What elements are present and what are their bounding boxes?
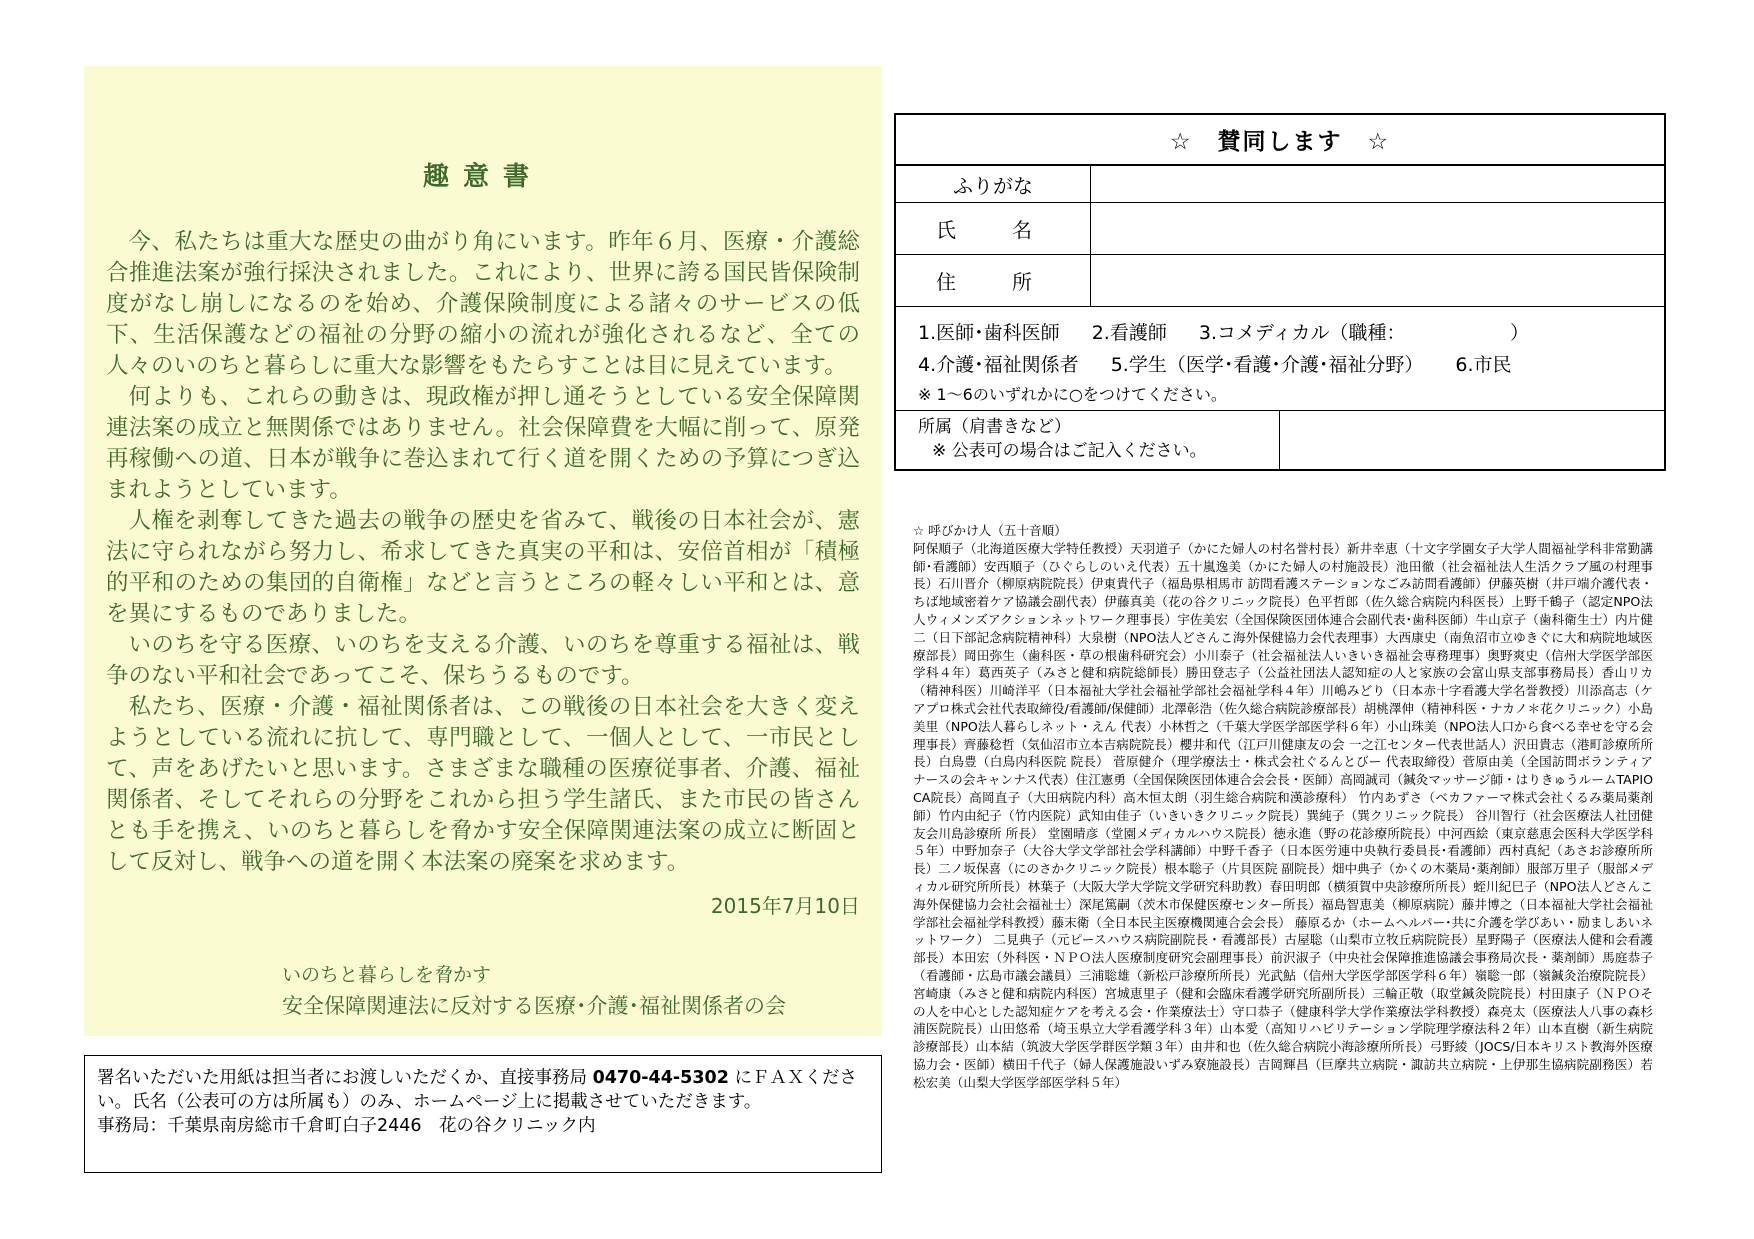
affiliation-label: 所属（肩書きなど） (918, 417, 1071, 437)
name-label: 氏 名 (896, 203, 1091, 254)
occupation-section (896, 307, 1664, 411)
organization-subtitle: いのちと暮らしを脅かす (282, 964, 492, 986)
callers-body: 阿保順子（北海道医療大学特任教授）天羽道子（かにた婦人の村名誉村長）新井幸恵（十文字学園女子大学人間福祉学科非常勤講師･看護師）安西順子（ひぐらしのいえ代表）五十嵐逸美（かにた婦人の村施設長）池田徹（社会福祉法人生活クラブ風の村理事長）石川晋介（柳原病院院長）伊東貴代子（福島県相馬市 訪問看護ステーションなごみ訪問看護師）伊藤英樹（井戸端介護代表・ちば地域密着ケア協議会副代表）伊藤真美（花の谷クリニック院長）色平哲郎（佐久総合病院内科医長）上野千鶴子（認定NPO法人ウィメンズアクションネットワーク理事長）宇佐美宏（全国保険医団体連合会副代表･歯科医師）牛山京子（歯科衛生士）内片健二（日下部記念病院精神科）大泉樹（NPO法人どさんこ海外保健協力会代表理事）大西康史（南魚沼市立ゆきぐに大和病院地域医療部長）岡田弥生（歯科医・草の根歯科研究会）小川泰子（社会福祉法人いきいき福祉会専務理事）奥野爽史（信州大学医学部医学科４年）葛西英子（みさと健和病院総師長）勝田登志子（公益社団法人認知症の人と家族の会富山県支部事務局長）香山リカ（精神科医）川崎洋平（日本福祉大学社会福祉学部社会福祉学科４年）川嶋みどり（日本赤十字看護大学名誉教授）川添高志（ケアプロ株式会社代表取締役/看護師/保健師）北澤彰浩（佐久総合病院診療部長）胡桃澤伸（精神科医・ナカノ＊花クリニック）小島美里（NPO法人暮らしネット・えん 代表）小林哲之（千葉大学医学部医学科６年）小山珠美（NPO法人口から食べる幸せを守る会理事長）齊藤稔哲（気仙沼市立本吉病院院長）櫻井和代（江戸川健康友の会 一之江センター代表世話人）沢田貴志（港町診療所所長）白鳥豊（白鳥内科医院 院長） 菅原健介（理学療法士・株式会社ぐるんとびー 代表取締役）菅原由美（全国訪問ボランティアナースの会キャンナス代表）住江憲勇（全国保険医団体連合会会長・医師）高岡誠司（鍼灸マッサージ師・はりきゅうルームTAPIOCA院長）高岡直子（大田病院内科）高木恒太朗（羽生総合病院和漢診療科） 竹内あずさ（ベカファーマ株式会社くるみ薬局薬剤師）竹内由紀子（竹内医院）武知由佳子（いきいきクリニック院長）巽純子（巽クリニック院長） 谷川智行（社会医療法人社団健友会川島診療所 所長） 堂園晴彦（堂園メディカルハウス院長）徳永進（野の花診療所院長）中河西絵（東京慈恵会医科大学医学科５年）中野加奈子（大谷大学文学部社会学科講師）中野千香子（日本医労連中央執行委員長･看護師）西村真紀（あさお診療所所長）二ノ坂保喜（にのさかクリニック院長）根本聡子（片貝医院 副院長）畑中典子（かくの木薬局･薬剤師）服部万里子（服部メディカル研究所所長）林葉子（大阪大学大学院文学研究科助教）春田明郎（横須賀中央診療所所長）蛭川紀巳子（NPO法人どさんこ海外保健協力会社会福祉士）深尾篤嗣（茨木市保健医療センター所長）福島智恵美（柳原病院）藤井博之（日本福祉大学社会福祉学部社会福祉学科教授）藤末衛（全日本民主医療機関連合会会長） 藤原るか（ホームヘルパー･共に介護を学びあい・励ましあいネットワーク） 二見典子（元ピースハウス病院副院長・看護部長）古屋聡（山梨市立牧丘病院院長）星野陽子（医療法人健和会看護部長）本田宏（外科医・ＮＰＯ法人医療制度研究会副理事長）前沢淑子（中央社会保障推進協議会事務局次長・薬剤師）馬庭恭子（看護師・広島市議会議員）三浦聡雄（新松戸診療所所長）光武鮎（信州大学医学部医学科６年）嶺聡一郎（嶺鍼灸治療院院長）宮崎康（みさと健和病院内科医）宮城恵里子（健和会臨床看護学研究所副所長）三輪正敬（取堂鍼灸院院長）村田康子（ＮＰＯその人を中心とした認知症ケアを考える会・作業療法士）守口恭子（健康科学大学作業療法学科教授）森亮太（医療法人八事の森杉浦医院院長）山田悠希（埼玉県立大学看護学科３年）山本愛（高知リハビリテーション学院理学療法科２年）山本直樹（新生病院診療部長）山本結（筑波大学医学群医学類３年）由井和也（佐久総合病院小海診療所所長）弓野綾（JOCS/日本キリスト教海外医療協力会・医師）横田千代子（婦人保護施設いずみ寮施設長）吉岡輝昌（巨摩共立病院・諏訪共立病院・上伊那生協病院副務医）若松宏美（山梨大学医学部医学科５年） (913, 540, 1654, 1090)
occupation-option-3[interactable]: 3.コメディカル（職種： ） (1198, 322, 1529, 344)
occupation-option-4[interactable]: 4.介護･福祉関係者 (918, 354, 1079, 376)
occupation-option-1[interactable]: 1.医師･歯科医師 (918, 322, 1060, 344)
occupation-option-5[interactable]: 5.学生（医学･看護･介護･福祉分野） (1110, 354, 1424, 376)
furigana-label: ふりがな (896, 166, 1091, 202)
intent-paragraph-1: 今、私たちは重大な歴史の曲がり角にいます。昨年６月、医療・介護総合推進法案が強行採決されました。これにより、世界に誇る国民皆保険制度がなし崩しになるのを始め、介護保険制度による諸々のサービスの低下、生活保護などの福祉の分野の縮小の流れが強化されるなど、全ての人々のいのちと暮らしに重大な影響をもたらすことは目に見えています。 (106, 229, 860, 379)
intent-title: 趣意書 (422, 162, 543, 192)
affiliation-label-cell (896, 411, 1280, 469)
office-phone: 0470-44-5302 (592, 1068, 729, 1088)
affiliation-row (896, 411, 1664, 469)
occupation-option-2[interactable]: 2.看護師 (1091, 322, 1167, 344)
name-field[interactable] (1091, 203, 1664, 254)
affiliation-field[interactable] (1280, 411, 1664, 469)
intent-paragraph-4: いのちを守る医療、いのちを支える介護、いのちを尊重する福祉は、戦争のない平和社会であってこそ、保ちうるものです。 (106, 632, 860, 689)
name-row (896, 203, 1664, 255)
intent-paragraph-3: 人権を剥奪してきた過去の戦争の歴史を省みて、戦後の日本社会が、憲法に守られながら努力し、希求してきた真実の平和は、安倍首相が「積極的平和のための集団的自衛権」などと言うところの軽々しい平和とは、意を異にするものでありました。 (106, 508, 860, 627)
notice-text-before: 署名いただいた用紙は担当者にお渡しいただくか、直接事務局 (97, 1068, 587, 1088)
form-header: ☆ 賛同します ☆ (896, 115, 1664, 166)
affiliation-note: ※ 公表可の場合はご記入ください。 (932, 441, 1207, 461)
occupation-line-2 (918, 349, 1642, 381)
address-field[interactable] (1091, 255, 1664, 306)
occupation-note: ※ 1～6のいずれかに○をつけてください。 (918, 385, 1227, 404)
furigana-row (896, 166, 1664, 203)
intent-paragraph-2: 何よりも、これらの動きは、現政権が押し通そうとしている安全保障関連法案の成立と無関係ではありません。社会保障費を大幅に削って、原発再稼働への道、日本が戦争に巻込まれて行く道を開くための予算につぎ込まれようとしています。 (106, 384, 860, 503)
address-row (896, 255, 1664, 307)
intent-paragraph-5: 私たち、医療・介護・福祉関係者は、この戦後の日本社会を大きく変えようとしている流れに抗して、専門職として、一個人として、一市民として、声をあげたいと思います。さまざまな職種の医療従事者、介護、福祉関係者、そしてそれらの分野をこれから担う学生諸氏、また市民の皆さんとも手を携え、いのちと暮らしを脅かす安全保障関連法案の成立に断固として反対し、戦争への道を開く本法案の廃案を求めます。 (106, 694, 860, 875)
notice-text (97, 1066, 869, 1114)
address-label: 住 所 (896, 255, 1091, 306)
callers-title: ☆ 呼びかけ人（五十音順） (913, 523, 1067, 538)
intent-date: 2015年7月10日 (710, 894, 860, 918)
occupation-line-1 (918, 317, 1642, 349)
office-address: 事務局：千葉県南房総市千倉町白子2446 花の谷クリニック内 (97, 1116, 596, 1136)
furigana-field[interactable] (1091, 166, 1664, 202)
organization-name: 安全保障関連法に反対する医療･介護･福祉関係者の会 (282, 994, 786, 1018)
notice-text-after: にＦＡＸください。氏名（公表可の方は所属も）のみ、ホームページ上に掲載させていただきます。 (97, 1068, 857, 1112)
intent-panel (84, 66, 882, 1036)
callers-list (913, 522, 1653, 1092)
occupation-option-6[interactable]: 6.市民 (1455, 354, 1512, 376)
signature-form (894, 113, 1666, 471)
notice-box (84, 1055, 882, 1173)
